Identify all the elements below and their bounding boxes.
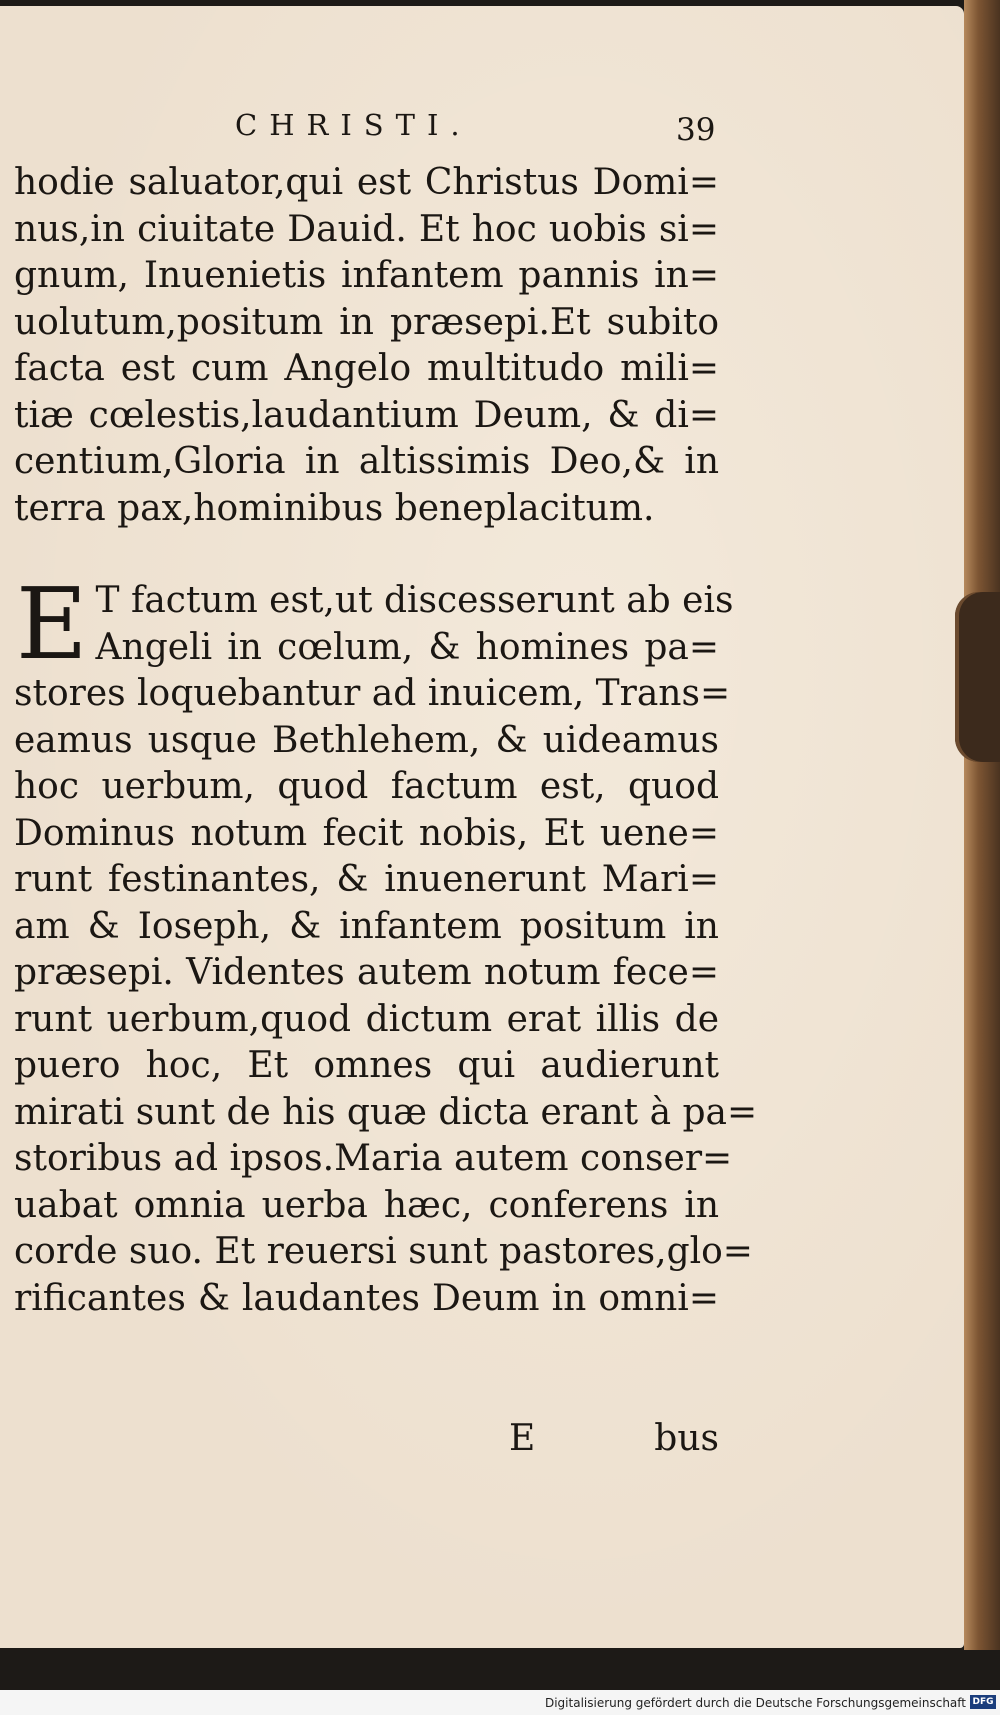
text-line: facta est cum Angelo multitudo mili= bbox=[14, 348, 719, 389]
text-block bbox=[14, 160, 758, 1322]
text-line: T factum est,ut discesserunt ab eis bbox=[95, 580, 734, 621]
drop-initial: E bbox=[16, 568, 88, 682]
digitization-footer bbox=[0, 1690, 1000, 1715]
text-line: mirati sunt de his quæ dicta erant à pa= bbox=[14, 1091, 758, 1133]
text-line: puero hoc, Et omnes qui audierunt bbox=[14, 1045, 719, 1086]
dfg-logo: DFG bbox=[970, 1695, 996, 1709]
text-line: præsepi. Videntes autem notum fece= bbox=[14, 952, 719, 993]
text-line: stores loquebantur ad inuicem, Trans= bbox=[14, 673, 731, 714]
text-line: nus,in ciuitate Dauid. Et hoc uobis si= bbox=[14, 208, 719, 250]
text-line: centium,Gloria in altissimis Deo,& in bbox=[14, 441, 719, 482]
book-fore-edge bbox=[964, 0, 1000, 1650]
text-line: runt uerbum,quod dictum erat illis de bbox=[14, 998, 719, 1040]
text-line: terra pax,hominibus beneplacitum. bbox=[14, 487, 655, 529]
text-line: Angeli in cœlum, & homines pa= bbox=[95, 626, 719, 668]
text-line: eamus usque Bethlehem, & uideamus bbox=[14, 719, 719, 761]
book-clasp bbox=[955, 592, 1000, 762]
running-title: CHRISTI. bbox=[235, 108, 472, 142]
text-line: corde suo. Et reuersi sunt pastores,glo= bbox=[14, 1231, 753, 1272]
text-line: am & Ioseph, & infantem positum in bbox=[14, 905, 719, 947]
text-line: runt festinantes, & inuenerunt Mari= bbox=[14, 859, 719, 900]
text-line: storibus ad ipsos.Maria autem conser= bbox=[14, 1138, 733, 1179]
page-number: 39 bbox=[676, 112, 716, 148]
text-line: rificantes & laudantes Deum in omni= bbox=[14, 1277, 719, 1319]
text-line: uolutum,positum in præsepi.Et subito bbox=[14, 301, 719, 343]
footer-credit: Digitalisierung gefördert durch die Deutsche Forschungsgemeinschaft bbox=[544, 1696, 966, 1710]
paragraph-1 bbox=[14, 160, 719, 532]
text-line: uabat omnia uerba hæc, conferens in bbox=[14, 1184, 719, 1226]
text-line: hoc uerbum, quod factum est, quod bbox=[14, 766, 719, 807]
signature-mark: E bbox=[509, 1418, 536, 1459]
catchword: bus bbox=[654, 1418, 719, 1459]
text-line: hodie saluator,qui est Christus Domi= bbox=[14, 162, 719, 203]
paragraph-2 bbox=[14, 568, 758, 1322]
text-line: Dominus notum fecit nobis, Et uene= bbox=[14, 812, 719, 854]
text-line: gnum, Inuenietis infantem pannis in= bbox=[14, 255, 719, 296]
text-line: tiæ cœlestis,laudantium Deum, & di= bbox=[14, 394, 719, 436]
